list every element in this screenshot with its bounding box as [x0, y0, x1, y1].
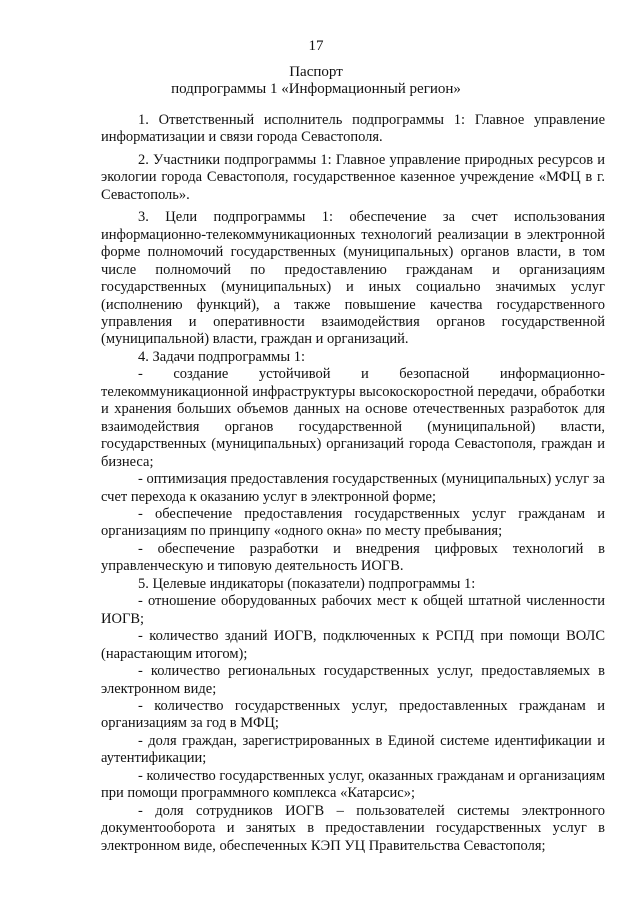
document-body: [101, 112, 605, 855]
document-title: Паспорт: [289, 64, 343, 80]
paragraph-tasks-heading: 4. Задачи подпрограммы 1:: [138, 348, 305, 365]
page-number: 17: [308, 38, 324, 54]
document-subtitle: подпрограммы 1 «Информационный регион»: [171, 81, 461, 97]
list-item-indicator-3: - количество региональных государственных услуг, предоставляемых в электронном виде;: [101, 663, 605, 697]
paragraph-indicators-heading: 5. Целевые индикаторы (показатели) подпрограммы 1:: [138, 575, 476, 592]
list-item-indicator-2: - количество зданий ИОГВ, подключенных к РСПД при помощи ВОЛС (нарастающим итогом);: [101, 628, 605, 662]
list-item-indicator-4: - количество государственных услуг, предоставленных гражданам и организациям за год в МФЦ;: [101, 697, 605, 732]
list-item-indicator-5: - доля граждан, зарегистрированных в Единой системе идентификации и аутентификации;: [101, 732, 605, 767]
list-item-indicator-6: - количество государственных услуг, оказанных гражданам и организациям при помощи программного комплекса «Катарсис»;: [101, 767, 605, 802]
paragraph-responsible-executor: 1. Ответственный исполнитель подпрограммы 1: Главное управление информатизации и связи города Севастополя.: [101, 112, 605, 146]
paragraph-goals: 3. Цели подпрограммы 1: обеспечение за счет использования информационно-телекоммуникационных технологий реализации в электронной форме полномочий государственных (муниципальных) органов власти, в том числе полномочий по предоставлению гражданам и организациям государственных (муниципальных) и иных социально значимых услуг (исполнению функций), а также повышение качества государственного управления и оперативности взаимодействия органов государственной (муниципальной) власти, граждан и организаций.: [101, 209, 605, 348]
list-item-task-2: - оптимизация предоставления государственных (муниципальных) услуг за счет перехода к оказанию услуг в электронной форме;: [101, 471, 605, 505]
list-item-indicator-7: - доля сотрудников ИОГВ – пользователей системы электронного документооборота и занятых в предоставлении государственных услуг в электронном виде, обеспеченных КЭП УЦ Правительства Севастополя;: [101, 802, 605, 854]
list-item-task-3: - обеспечение предоставления государственных услуг гражданам и организациям по принципу «одного окна» по месту пребывания;: [101, 505, 605, 540]
list-item-task-1: - создание устойчивой и безопасной информационно-телекоммуникационной инфраструктуры высокоскоростной передачи, обработки и хранения больших объемов данных на основе отечественных разработок для взаимодействия органов государственной (муниципальной) власти, государственных (муниципальных) организаций города Севастополя, граждан и бизнеса;: [101, 366, 605, 470]
paragraph-participants: 2. Участники подпрограммы 1: Главное управление природных ресурсов и экологии города Севастополя, государственное казенное учреждение «МФЦ в г. Севастополь».: [101, 151, 605, 203]
list-item-indicator-1: - отношение оборудованных рабочих мест к общей штатной численности ИОГВ;: [101, 593, 605, 627]
list-item-task-4: - обеспечение разработки и внедрения цифровых технологий в управленческую и типовую деятельность ИОГВ.: [101, 540, 605, 575]
